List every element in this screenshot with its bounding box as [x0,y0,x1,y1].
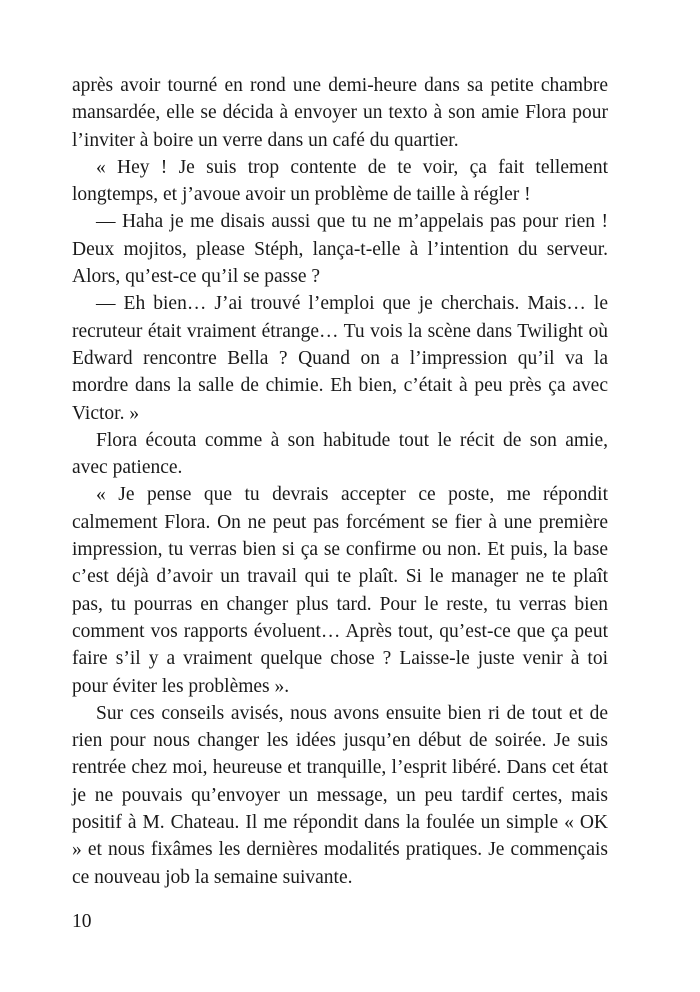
paragraph-1: après avoir tourné en rond une demi-heure dans sa petite chambre mansardée, elle se décida à envoyer un texto à son amie Flora pour l’inviter à boire un verre dans un café du quartier. [72,75,608,151]
paragraph-3: — Haha je me disais aussi que tu ne m’appelais pas pour rien ! Deux mojitos, please Stéph, lança-t-elle à l’intention du serveur. Alors, qu’est-ce qu’il se passe ? [72,211,608,288]
paragraph-6: « Je pense que tu devrais accepter ce poste, me répondit calmement Flora. On ne peut pas forcément se fier à une première impression, tu verras bien si ça se confirme ou non. Et puis, la base c’est déjà d’avoir un travail qui te plaît. Si le manager ne te plaît pas, tu pourras en changer plus tard. Pour le reste, tu verras bien comment vos rapports évoluent… Après tout, qu’est-ce que ça peut faire s’il y a vraiment quelque chose ? Laisse-le juste venir à toi pour éviter les problèmes ». [72,484,608,697]
paragraph-5: Flora écouta comme à son habitude tout le récit de son amie, avec patience. [72,429,608,479]
paragraph-4: — Eh bien… J’ai trouvé l’emploi que je cherchais. Mais… le recruteur était vraiment étrange… Tu vois la scène dans Twilight où Edward rencontre Bella ? Quand on a l’impression qu’il va la mordre dans la salle de chimie. Eh bien, c’était à peu près ça avec Victor. » [72,293,608,424]
page-number: 10 [72,911,92,932]
paragraph-7: Sur ces conseils avisés, nous avons ensuite bien ri de tout et de rien pour nous changer les idées jusqu’en début de soirée. Je suis rentrée chez moi, heureuse et tranquille, l’esprit libéré. Dans cet état je ne pouvais qu’envoyer un message, un peu tardif certes, mais positif à M. Chateau. Il me répondit dans la foulée un simple « OK » et nous fixâmes les dernières modalités pratiques. Je commençais ce nouveau job la semaine suivante. [72,702,608,888]
paragraph-2: « Hey ! Je suis trop contente de te voir, ça fait tellement longtemps, et j’avoue avoir un problème de taille à régler ! [72,156,608,206]
page-body [72,72,608,891]
